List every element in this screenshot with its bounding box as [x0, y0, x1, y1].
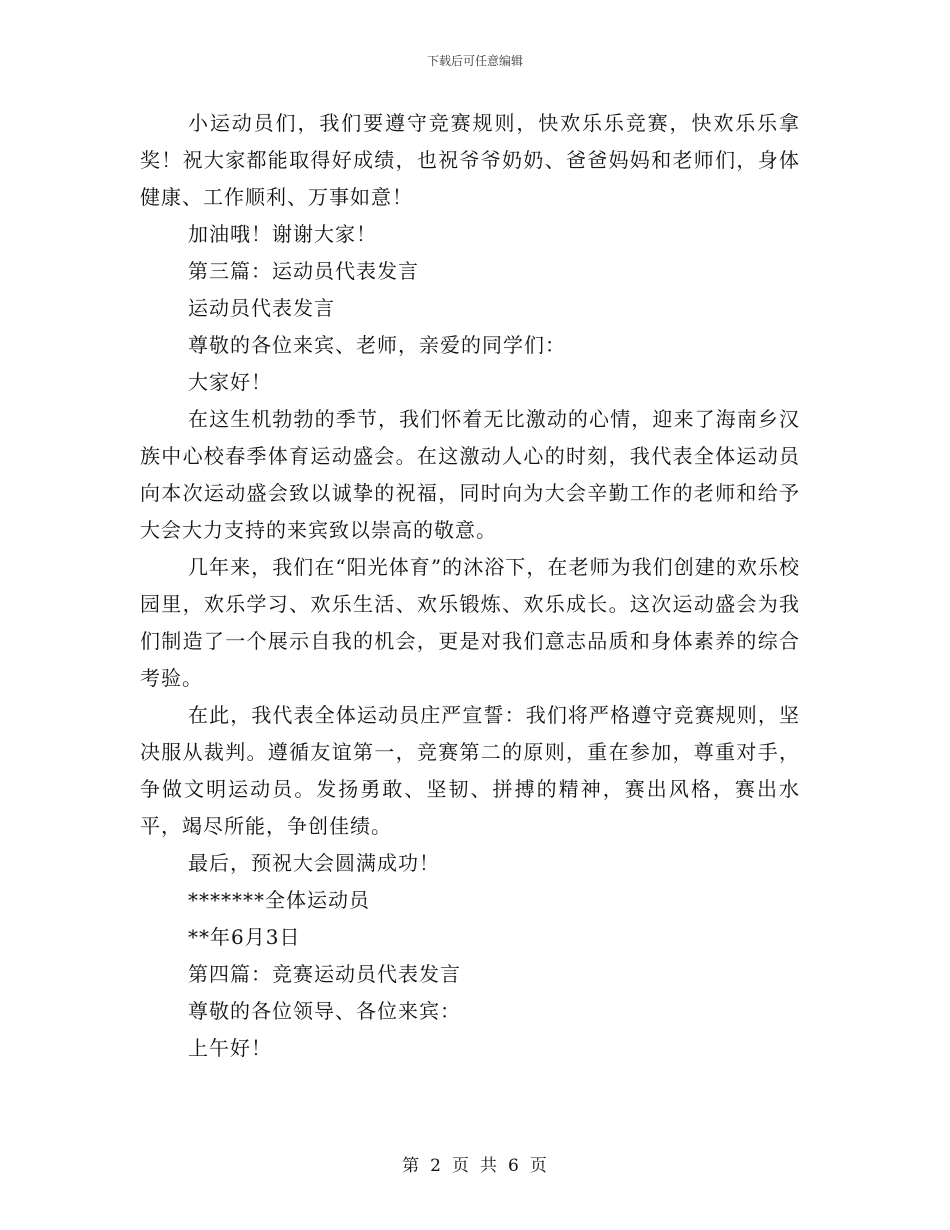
paragraph: 在此，我代表全体运动员庄严宣誓：我们将严格遵守竞赛规则，坚决服从裁判。遵循友谊第一，竞赛第二的原则，重在参加，尊重对手，争做文明运动员。发扬勇敢、坚韧、拼搏的精神，赛出风格，赛出水平，竭尽所能，争创佳绩。 — [140, 703, 800, 838]
current-page-number: 2 — [430, 1156, 442, 1176]
footer-prefix: 第 — [402, 1156, 421, 1176]
footer-total-label: 共 — [480, 1156, 498, 1176]
speech-title: 运动员代表发言 — [188, 296, 335, 320]
footer-page-label: 页 — [452, 1156, 470, 1176]
greeting: 上午好！ — [188, 1036, 272, 1060]
section-title: 第四篇：竞赛运动员代表发言 — [188, 962, 461, 986]
paragraph: 几年来，我们在“阳光体育”的沐浴下，在老师为我们创建的欢乐校园里，欢乐学习、欢乐生活、欢乐锻炼、欢乐成长。这次运动盛会为我们制造了一个展示自我的机会，更是对我们意志品质和身体素养的综合考验。 — [140, 555, 800, 690]
section-title: 第三篇：运动员代表发言 — [188, 259, 419, 283]
total-pages-number: 6 — [508, 1156, 520, 1176]
header-note: 下载后可任意编辑 — [426, 54, 523, 68]
paragraph: 小运动员们，我们要遵守竞赛规则，快欢乐乐竞赛，快欢乐乐拿奖！祝大家都能取得好成绩，也祝爷爷奶奶、爸爸妈妈和老师们，身体健康、工作顺利、万事如意！ — [140, 111, 800, 209]
paragraph: 最后，预祝大会圆满成功！ — [188, 851, 440, 875]
salutation: 尊敬的各位领导、各位来宾： — [188, 999, 461, 1023]
signature: *******全体运动员 — [188, 888, 370, 912]
page-header — [0, 53, 950, 69]
page-footer — [0, 1155, 950, 1177]
date-line: **年6月3日 — [188, 925, 301, 949]
footer-suffix: 页 — [529, 1156, 548, 1176]
paragraph: 在这生机勃勃的季节，我们怀着无比激动的心情，迎来了海南乡汉族中心校春季体育运动盛会。在这激动人心的时刻，我代表全体运动员向本次运动盛会致以诚挚的祝福，同时向为大会辛勤工作的老师和给予大会大力支持的来宾致以崇高的敬意。 — [140, 407, 800, 542]
document-body — [140, 105, 800, 1067]
greeting: 大家好！ — [188, 370, 272, 394]
paragraph: 加油哦！谢谢大家！ — [188, 222, 377, 246]
salutation: 尊敬的各位来宾、老师，亲爱的同学们： — [188, 333, 566, 357]
